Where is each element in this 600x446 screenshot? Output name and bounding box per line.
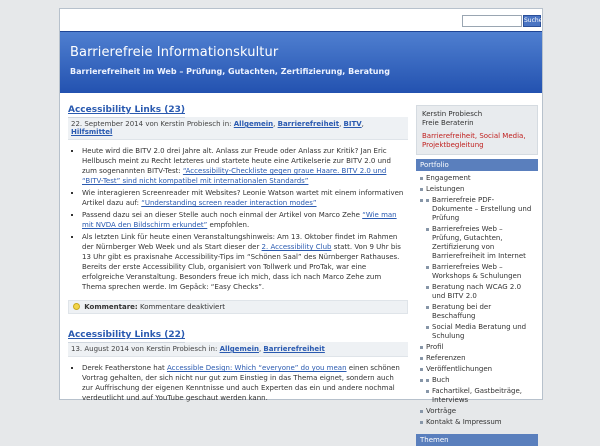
- post-title-link[interactable]: Accessibility Links (23): [68, 105, 185, 118]
- submenu-item[interactable]: Social Media Beratung und Schulung: [420, 322, 534, 342]
- author-role: Freie Beraterin: [422, 119, 474, 127]
- category-link[interactable]: Hilfsmittel: [71, 128, 113, 136]
- article-link[interactable]: “Wie man mit NVDA den Bildschirm erkundet”: [82, 211, 397, 229]
- list-item: [82, 210, 404, 230]
- submenu-item[interactable]: Beratung nach WCAG 2.0 und BITV 2.0: [420, 282, 534, 302]
- post-body-list: [68, 140, 408, 296]
- menu-item-kontakt[interactable]: Kontakt & Impressum: [420, 417, 534, 428]
- post: [68, 330, 408, 407]
- search-bar: [60, 9, 542, 31]
- item-text: Derek Featherstone hat: [82, 364, 167, 372]
- sidebar: [416, 105, 538, 446]
- article-link[interactable]: “Accessibility-Checkliste gegen graue Haare. BITV 2.0 und “BITV-Test” sind nicht kompatibel mit internationalen Standards”: [82, 167, 387, 185]
- category-link[interactable]: Barrierefreiheit: [263, 345, 325, 353]
- author-box: [416, 105, 538, 155]
- item-text: einen schönen Vortrag gehalten, der sich nicht nur gut zum Einstieg in das Thema eignet, sondern auch zur Auffrischung der eigenen Kenntnisse und auch Experten das ein und andere nochmal verdeutlicht und auf YouTube geschaut werden kann.: [82, 364, 400, 402]
- category-link[interactable]: Barrierefreiheit: [277, 120, 340, 128]
- item-text: statt. Von 9 Uhr bis 13 Uhr gibt es praxisnahe Accessibility-Tips im “Schönen Saal” des Nürnberger Rathauses. Bereits der erste Accessibility Club, organisiert von Tollwerk und ProTak, war eine erfolgreiche Veranstaltung. Besonders freue ich mich, dass ich nach Marco Zehe zum Thema sprechen werde. Im Gepäck: “Easy Checks”.: [82, 243, 401, 291]
- category-link[interactable]: Allgemein: [233, 120, 274, 128]
- site-tagline: Barrierefreiheit im Web – Prüfung, Gutachten, Zertifizierung, Beratung: [70, 67, 390, 76]
- item-text: Wie interagieren Screenreader mit Websites? Leonie Watson wartet mit einem informativen Artikel dazu auf:: [82, 189, 404, 207]
- category-link[interactable]: BITV: [343, 120, 362, 128]
- themes-heading: Themen: [416, 434, 538, 446]
- portfolio-heading: Portfolio: [416, 159, 538, 171]
- menu-item-profil[interactable]: Profil: [420, 342, 534, 353]
- submenu-item[interactable]: Barrierefreies Web – Prüfung, Gutachten, Zertifizierung von Barrierefreiheit im Internet: [420, 224, 534, 262]
- post-date-author: 13. August 2014 von Kerstin Probiesch in:: [71, 345, 218, 353]
- post-date-author: 22. September 2014 von Kerstin Probiesch in:: [71, 120, 232, 128]
- search-input[interactable]: [462, 15, 522, 27]
- post-body-list: [68, 357, 408, 407]
- post-meta: 22. September 2014 von Kerstin Probiesch in: Allgemein, Barrierefreiheit, BITV, Hilfsmittel: [68, 117, 408, 140]
- submenu-container: [420, 375, 534, 406]
- page-container: [59, 8, 543, 444]
- item-text: Heute wird die BITV 2.0 drei Jahre alt. Anlass zur Freude oder Anlass zur Kritik? Jan Eric Hellbusch meint zu Recht letzteres und startete heute eine Artikelserie zur BITV 2.0 und zum sogenannten BITV-Test:: [82, 147, 391, 175]
- submenu-item[interactable]: Buch: [420, 375, 534, 386]
- lightbulb-icon: [73, 303, 80, 310]
- menu-item-veroeffentlichungen[interactable]: Veröffentlichungen: [420, 364, 534, 375]
- submenu-item[interactable]: Barrierefreies Web – Workshops & Schulungen: [420, 262, 534, 282]
- item-text: empfohlen.: [207, 221, 250, 229]
- post: [68, 105, 408, 314]
- menu-item-leistungen[interactable]: Leistungen: [420, 184, 534, 195]
- menu-item-engagement[interactable]: Engagement: [420, 173, 534, 184]
- submenu-item[interactable]: Beratung bei der Beschaffung: [420, 302, 534, 322]
- comments-bar: [68, 300, 408, 314]
- menu-item-vortraege[interactable]: Vorträge: [420, 406, 534, 417]
- main-content: [68, 105, 408, 407]
- author-topics: Barrierefreiheit, Social Media, Projektbegleitung: [422, 132, 526, 149]
- article-link[interactable]: 2. Accessibility Club: [261, 243, 332, 251]
- article-link[interactable]: “Understanding screen reader interaction modes”: [141, 199, 317, 207]
- submenu-container: [420, 195, 534, 342]
- category-link[interactable]: Allgemein: [219, 345, 259, 353]
- site-header: [60, 31, 542, 93]
- list-item: [82, 188, 404, 208]
- list-item: [82, 146, 404, 186]
- list-item: [82, 363, 404, 403]
- post-title-link[interactable]: Accessibility Links (22): [68, 330, 185, 343]
- comments-label: Kommentare:: [84, 303, 138, 311]
- article-link[interactable]: Accessible Design: Which “everyone” do you mean: [166, 364, 347, 372]
- menu-item-referenzen[interactable]: Referenzen: [420, 353, 534, 364]
- search-button[interactable]: Suche: [523, 15, 541, 27]
- site-title[interactable]: Barrierefreie Informationskultur: [70, 45, 279, 60]
- submenu-item[interactable]: Barrierefreie PDF-Dokumente – Erstellung und Prüfung: [420, 195, 534, 224]
- portfolio-menu: [416, 171, 538, 430]
- item-text: Passend dazu sei an dieser Stelle auch noch einmal der Artikel von Marco Zehe: [82, 211, 363, 219]
- item-text: Als letzten Link für heute einen Veranstaltungshinweis: Am 13. Oktober findet im Rahmen der Nürnberger Web Week und als Start dieser der: [82, 233, 398, 251]
- post-meta: 13. August 2014 von Kerstin Probiesch in: Allgemein, Barrierefreiheit: [68, 342, 408, 357]
- submenu-item[interactable]: Fachartikel, Gastbeiträge, Interviews: [420, 386, 534, 406]
- comments-status: Kommentare deaktiviert: [139, 303, 225, 311]
- list-item: [82, 232, 404, 292]
- author-name: Kerstin Probiesch: [422, 110, 483, 118]
